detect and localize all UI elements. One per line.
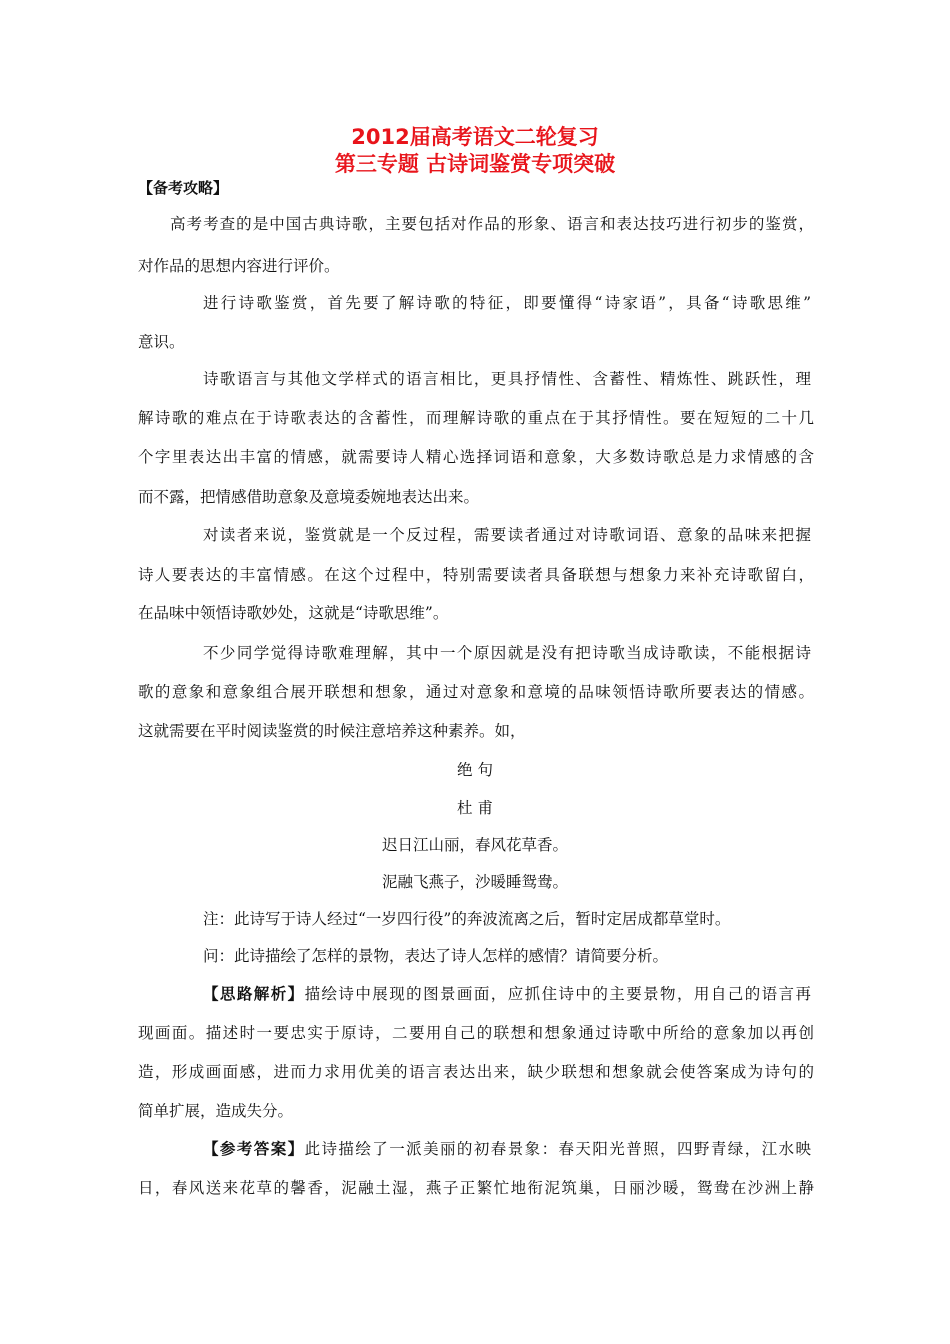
document-title: 2012届高考语文二轮复习 [351,125,599,149]
answer-text: 此诗描绘了一派美丽的初春景象：春天阳光普照，四野青绿，江水映 [304,1140,811,1158]
answer-line-2: 日，春风送来花草的馨香，泥融土湿，燕子正繁忙地衔泥筑巢，日丽沙暖，鸳鸯在沙洲上静 [138,1179,814,1197]
paragraph-2-line-1: 进行诗歌鉴赏，首先要了解诗歌的特征，即要懂得“诗家语”，具备“诗歌思维” [203,294,811,312]
paragraph-5-line-3: 这就需要在平时阅读鉴赏的时候注意培养这种素养。如， [138,722,526,740]
paragraph-5-line-2: 歌的意象和意象组合展开联想和想象，通过对意象和意境的品味领悟诗歌所要表达的情感。 [138,683,814,701]
paragraph-3-line-3: 个字里表达出丰富的情感，就需要诗人精心选择词语和意象，大多数诗歌总是力求情感的含 [138,448,814,466]
answer-line-1 [203,1138,811,1160]
paragraph-3-line-1: 诗歌语言与其他文学样式的语言相比，更具抒情性、含蓄性、精炼性、跳跃性，理 [203,370,811,388]
paragraph-1-line-1: 高考考查的是中国古典诗歌，主要包括对作品的形象、语言和表达技巧进行初步的鉴赏， [170,215,814,233]
analysis-line-3: 造，形成画面感，进而力求用优美的语言表达出来，缺少联想和想象就会使答案成为诗句的 [138,1063,814,1081]
paragraph-2-line-2: 意识。 [138,333,185,351]
poem-note: 注：此诗写于诗人经过“一岁四行役”的奔波流离之后，暂时定居成都草堂时。 [203,910,731,928]
poem-title: 绝 句 [457,761,493,779]
question: 问：此诗描绘了怎样的景物，表达了诗人怎样的感情？请简要分析。 [203,947,669,965]
analysis-text: 描绘诗中展现的图景画面，应抓住诗中的主要景物，用自己的语言再 [304,985,811,1003]
poem-line-1: 迟日江山丽，春风花草香。 [381,836,568,854]
paragraph-4-line-1: 对读者来说，鉴赏就是一个反过程，需要读者通过对诗歌词语、意象的品味来把握 [203,526,811,544]
document-subtitle: 第三专题 古诗词鉴赏专项突破 [334,152,616,176]
analysis-line-2: 现画面。描述时一要忠实于原诗，二要用自己的联想和想象通过诗歌中所给的意象加以再创 [138,1024,814,1042]
paragraph-5-line-1: 不少同学觉得诗歌难理解，其中一个原因就是没有把诗歌当成诗歌读，不能根据诗 [203,644,811,662]
poem-author: 杜 甫 [457,799,493,817]
analysis-label: 【思路解析】 [203,984,305,1003]
paragraph-4-line-3: 在品味中领悟诗歌妙处，这就是“诗歌思维”。 [138,604,449,622]
answer-label: 【参考答案】 [203,1139,305,1158]
analysis-line-4: 简单扩展，造成失分。 [138,1102,294,1120]
paragraph-4-line-2: 诗人要表达的丰富情感。在这个过程中，特别需要读者具备联想与想象力来补充诗歌留白， [138,566,814,584]
paragraph-3-line-2: 解诗歌的难点在于诗歌表达的含蓄性，而理解诗歌的重点在于其抒情性。要在短短的二十几 [138,409,814,427]
poem-line-2: 泥融飞燕子，沙暖睡鸳鸯。 [381,873,568,891]
paragraph-3-line-4: 而不露，把情感借助意象及意境委婉地表达出来。 [138,488,480,506]
section-heading: 【备考攻略】 [138,179,229,197]
paragraph-1-line-2: 对作品的思想内容进行评价。 [138,257,340,275]
analysis-line-1 [203,983,811,1005]
